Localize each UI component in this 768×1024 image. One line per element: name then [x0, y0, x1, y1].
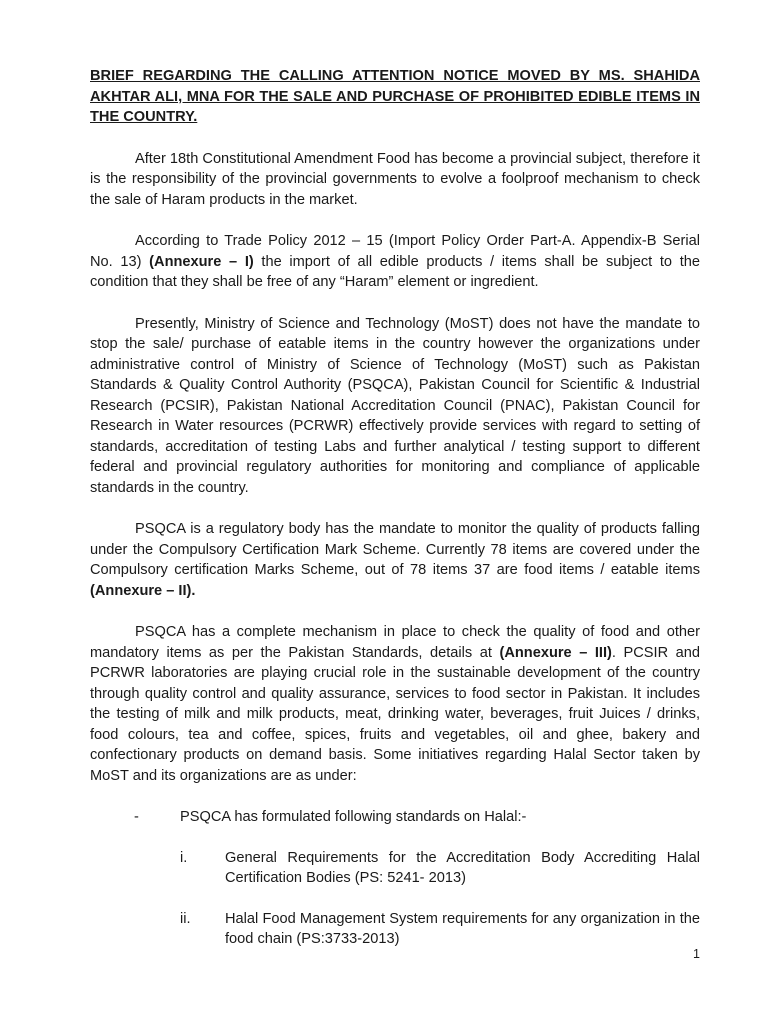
list-item	[90, 848, 700, 889]
annexure-2-reference: (Annexure – II).	[90, 582, 196, 599]
paragraph-text: PSQCA is a regulatory body has the mandate to monitor the quality of products falling under the Compulsory Certification Mark Scheme. Currently 78 items are covered under the Compulsory certification Marks Scheme, out of 78 items 37 are food items / eatable items	[90, 521, 700, 578]
document-heading: BRIEF REGARDING THE CALLING ATTENTION NOTICE MOVED BY MS. SHAHIDA AKHTAR ALI, MNA FOR THE SALE AND PURCHASE OF PROHIBITED EDIBLE ITEMS IN THE COUNTRY.	[90, 68, 700, 125]
paragraph-most-mandate	[90, 314, 700, 499]
annexure-1-reference: (Annexure – I)	[149, 253, 254, 270]
list-item-text: General Requirements for the Accreditation Body Accrediting Halal Certification Bodies (PS: 5241- 2013)	[225, 849, 700, 886]
list-item-text: Halal Food Management System requirements for any organization in the food chain (PS:3733-2013)	[225, 910, 700, 947]
paragraph-text: Presently, Ministry of Science and Technology (MoST) does not have the mandate to stop the sale/ purchase of eatable items in the country however the organizations under administrative control of Ministry of Science of Technology (MoST) such as Pakistan Standards & Quality Control Authority (PSQCA), Pakistan Council for Scientific & Industrial Research (PCSIR), Pakistan National Accreditation Council (PNAC), Pakistan Council for Research in Water resources (PCRWR) effectively provide services with regard to setting of standards, accreditation of testing Labs and further analytical / testing support to different federal and provincial regulatory authorities for monitoring and compliance of applicable standards in the country.	[90, 315, 700, 496]
bullet-text: PSQCA has formulated following standards on Halal:-	[180, 809, 527, 825]
document-body	[90, 66, 700, 950]
list-item-number: ii.	[180, 910, 191, 927]
list-item-number: i.	[180, 849, 188, 866]
bullet-marker: -	[134, 809, 139, 825]
paragraph-text: the import of all edible products / items shall be subject to the condition that they shall be free of any “Haram” element or ingredient.	[90, 253, 701, 290]
list-item	[90, 909, 700, 950]
annexure-3-reference: (Annexure – III)	[499, 644, 612, 661]
bullet-halal-standards	[90, 807, 700, 828]
paragraph-text: . PCSIR and PCRWR laboratories are playing crucial role in the sustainable development of the country through quality control and quality assurance, services to food sector in Pakistan. It includes the testing of milk and milk products, meat, drinking water, beverages, fruit Juices / drinks, food colours, tea and coffee, spices, fruits and vegetables, oil and ghee, bakery and confectionary products on demand basis. Some initiatives regarding Halal Sector taken by MoST and its organizations are as under:	[90, 644, 701, 784]
paragraph-psqca-regulatory	[90, 519, 700, 601]
paragraph-psqca-mechanism	[90, 622, 700, 786]
page-number: 1	[693, 947, 700, 961]
paragraph-text: After 18th Constitutional Amendment Food has become a provincial subject, therefore it is the responsibility of the provincial governments to evolve a foolproof mechanism to check the sale of Haram products in the market.	[90, 150, 700, 208]
paragraph-text: PSQCA has a complete mechanism in place to check the quality of food and other mandatory items as per the Pakistan Standards, details at	[90, 624, 700, 661]
paragraph-provincial-subject	[90, 149, 700, 211]
paragraph-trade-policy	[90, 231, 700, 293]
paragraph-text: According to Trade Policy 2012 – 15 (Import Policy Order Part-A. Appendix-B Serial No. 13)	[90, 233, 700, 270]
